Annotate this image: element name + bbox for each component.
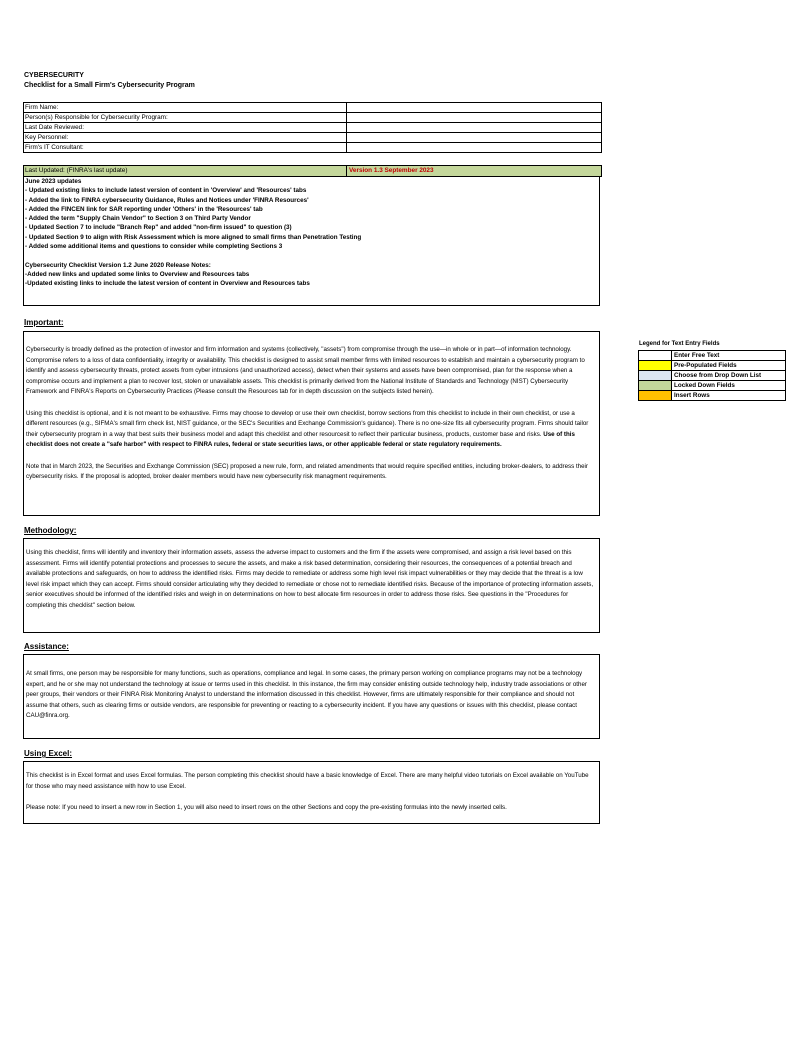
assistance-box (23, 654, 600, 739)
info-row (24, 123, 602, 133)
important-heading: Important: (24, 318, 64, 327)
last-updated-label: Last Updated: (FINRA's last update) (25, 167, 128, 174)
firm-info-table (23, 102, 602, 153)
info-row (24, 113, 602, 123)
important-paragraph-1: Cybersecurity is broadly defined as the protection of investor and firm information and systems (collectively, "assets") from compromise through the use—in whole or in part—of information technology. Compromise refers to a loss of data confidentiality, integrity or availability. This checklist is designed to assist small member firms with limited resources to establish and maintain a cybersecurity program to identify and assess cybersecurity threats, protect assets from cyber intrusions (and unauthorized access), detect when their systems and assets have been compromised, plan for the response when a compromise occurs and implement a plan to recover lost, stolen or unavailable assets. This checklist is primarily derived from the National Institute of Standards and Technology (NIST) Cybersecurity Framework and FINRA's Reports on Cybersecurity Practices (Please consult the Resources tab for in depth discussion on the subjects listed herein). (26, 346, 585, 395)
methodology-box (23, 538, 600, 633)
key-personnel-field[interactable] (347, 133, 602, 143)
legend-row (639, 381, 786, 391)
info-row (24, 133, 602, 143)
legend-row (639, 371, 786, 381)
release-note-line: - Added some additional items and questions to consider while completing Sections 3 (25, 243, 283, 251)
using-excel-paragraph-1: This checklist is in Excel format and uses Excel formulas. The person completing this checklist should have a basic knowledge of Excel. There are many helpful video tutorials on Excel available on YouTube for those who may need assistance with how to use Excel. (26, 772, 589, 790)
legend-swatch (639, 351, 672, 361)
legend-row (639, 351, 786, 361)
release-note-line: - Added the term "Supply Chain Vendor" to Section 3 on Third Party Vendor (25, 215, 251, 223)
responsible-person-label: Person(s) Responsible for Cybersecurity Program: (24, 113, 347, 123)
version-label: Version 1.3 September 2023 (346, 166, 601, 176)
legend-title: Legend for Text Entry Fields (639, 341, 720, 347)
using-excel-paragraph-2: Please note: If you need to insert a new row in Section 1, you will also need to insert rows on the other Sections and copy the pre-existing formulas into the newly inserted cells. (26, 804, 507, 811)
release-note-line: - Updated existing links to include latest version of content in 'Overview' and 'Resources' tabs (25, 187, 307, 195)
firm-name-label: Firm Name: (24, 103, 347, 113)
release-note-line: - Added the FINCEN link for SAR reporting under 'Others' in the 'Resources' tab (25, 205, 263, 213)
important-box (23, 331, 600, 516)
methodology-heading: Methodology: (24, 526, 77, 535)
last-date-reviewed-label: Last Date Reviewed: (24, 123, 347, 133)
legend-label: Pre-Populated Fields (672, 361, 786, 371)
important-paragraph-3: Note that in March 2023, the Securities and Exchange Commission (SEC) proposed a new rule, form, and related amendments that would require specified entities, including broker-dealers, to address their cybersecurity risks. If the proposal is adopted, broker dealer members would have new cybersecurity risk managment requirements. (26, 462, 588, 480)
legend-row (639, 391, 786, 401)
legend-swatch (639, 381, 672, 391)
legend-swatch (639, 361, 672, 371)
important-paragraph-2 (26, 409, 597, 451)
release-note-line: - Updated Section 7 to include "Branch Rep" and added "non-firm issued" to question (3) (25, 224, 292, 232)
title-line-2: Checklist for a Small Firm's Cybersecurity Program (24, 82, 195, 89)
methodology-text: Using this checklist, firms will identify and inventory their information assets, assess the adverse impact to customers and the firm if the assets were compromised, and assign a risk level based on this assessment. Firms will identify potential protections and processes to secure the assets, and make a risk based determination, considering their resources, the consequences of a potential breach and available protections and safeguards, on how to address the identified risks. Firms may decide to remediate or address some high level risk impact vulnerabilities or they may decide that the threat is a low level risk impact which they can accept. Firms should consider articulating why they decided to remediate or chose not to remediate identified risks. Because of the importance of protecting information assets, senior executives should be informed of the identified risks and weigh in on determinations on how to best allocate firm resources in order to address those risks. See questions in the "Procedures for completing this checklist" section below. (26, 549, 594, 609)
assistance-text: At small firms, one person may be responsible for many functions, such as operations, compliance and legal. In some cases, the primary person working on compliance programs may not be a technology expert, and he or she may not understand the technology at issue or terms used in this checklist. In this instance, the firm may consider enlisting outside technology help, industry trade associations or other peer groups, their vendors or their FINRA Risk Monitoring Analyst to understand the information discussed in this checklist. However, firms are ultimately responsible for their compliance and should not assume that others, such as clearing firms or outside vendors, are responsible for preventing or reacting to a cybersecurity incident. If you have any questions or issues with this checklist, please contact CAU@finra.org. (26, 670, 587, 719)
release-note-line: -Updated existing links to include the latest version of content in Overview and Resources tabs (25, 280, 310, 288)
legend-label: Insert Rows (672, 391, 786, 401)
firm-name-field[interactable] (347, 103, 602, 113)
release-note-line: - Updated Section 9 to align with Risk Assessment which is more aligned to small firms than Penetration Testing (25, 233, 362, 241)
info-row (24, 143, 602, 153)
info-row (24, 103, 602, 113)
title-line-1: CYBERSECURITY (24, 72, 84, 79)
legend-row (639, 361, 786, 371)
legend-table (638, 350, 786, 401)
release-note-line: - Added the link to FINRA cybersecurity Guidance, Rules and Notices under 'FINRA Resources' (25, 196, 309, 204)
release-note-line: -Added new links and updated some links to Overview and Resources tabs (25, 270, 250, 278)
document-title (24, 71, 195, 91)
legend-swatch (639, 371, 672, 381)
it-consultant-label: Firm's IT Consultant: (24, 143, 347, 153)
legend-swatch (639, 391, 672, 401)
important-paragraph-2-text: Using this checklist is optional, and it is not meant to be exhaustive. Firms may choose to develop or use their own checklist, borrow sections from this checklist to include in their own checklist, or use a different resources (e.g., SIFMA's small firm check list, NIST guidance, or the SEC's Securities and Exchange Commission's guidance). There is no one-size fits all cybersecurity program. Firms should tailor their cybersecurity program in a way that best suits their business model and adapt this checklist and other resourcesit to reflect their particular business, products, customer base and risks. (26, 409, 589, 438)
legend-label: Locked Down Fields (672, 381, 786, 391)
legend-label: Enter Free Text (672, 351, 786, 361)
last-date-reviewed-field[interactable] (347, 123, 602, 133)
safe-harbor-notice: Use of this checklist does not create a "safe harbor" with respect to FINRA rules, federal or state securities laws, or other applicable federal or state regulatory requirements. (26, 430, 575, 448)
legend-label: Choose from Drop Down List (672, 371, 786, 381)
it-consultant-field[interactable] (347, 143, 602, 153)
release-note-line (25, 251, 599, 260)
assistance-heading: Assistance: (24, 642, 69, 651)
release-note-line: June 2023 updates (25, 178, 82, 185)
key-personnel-label: Key Personnel: (24, 133, 347, 143)
responsible-person-field[interactable] (347, 113, 602, 123)
release-notes (23, 176, 600, 306)
using-excel-box (23, 761, 600, 824)
using-excel-heading: Using Excel: (24, 749, 73, 758)
release-note-line: Cybersecurity Checklist Version 1.2 June 2020 Release Notes: (25, 261, 211, 269)
